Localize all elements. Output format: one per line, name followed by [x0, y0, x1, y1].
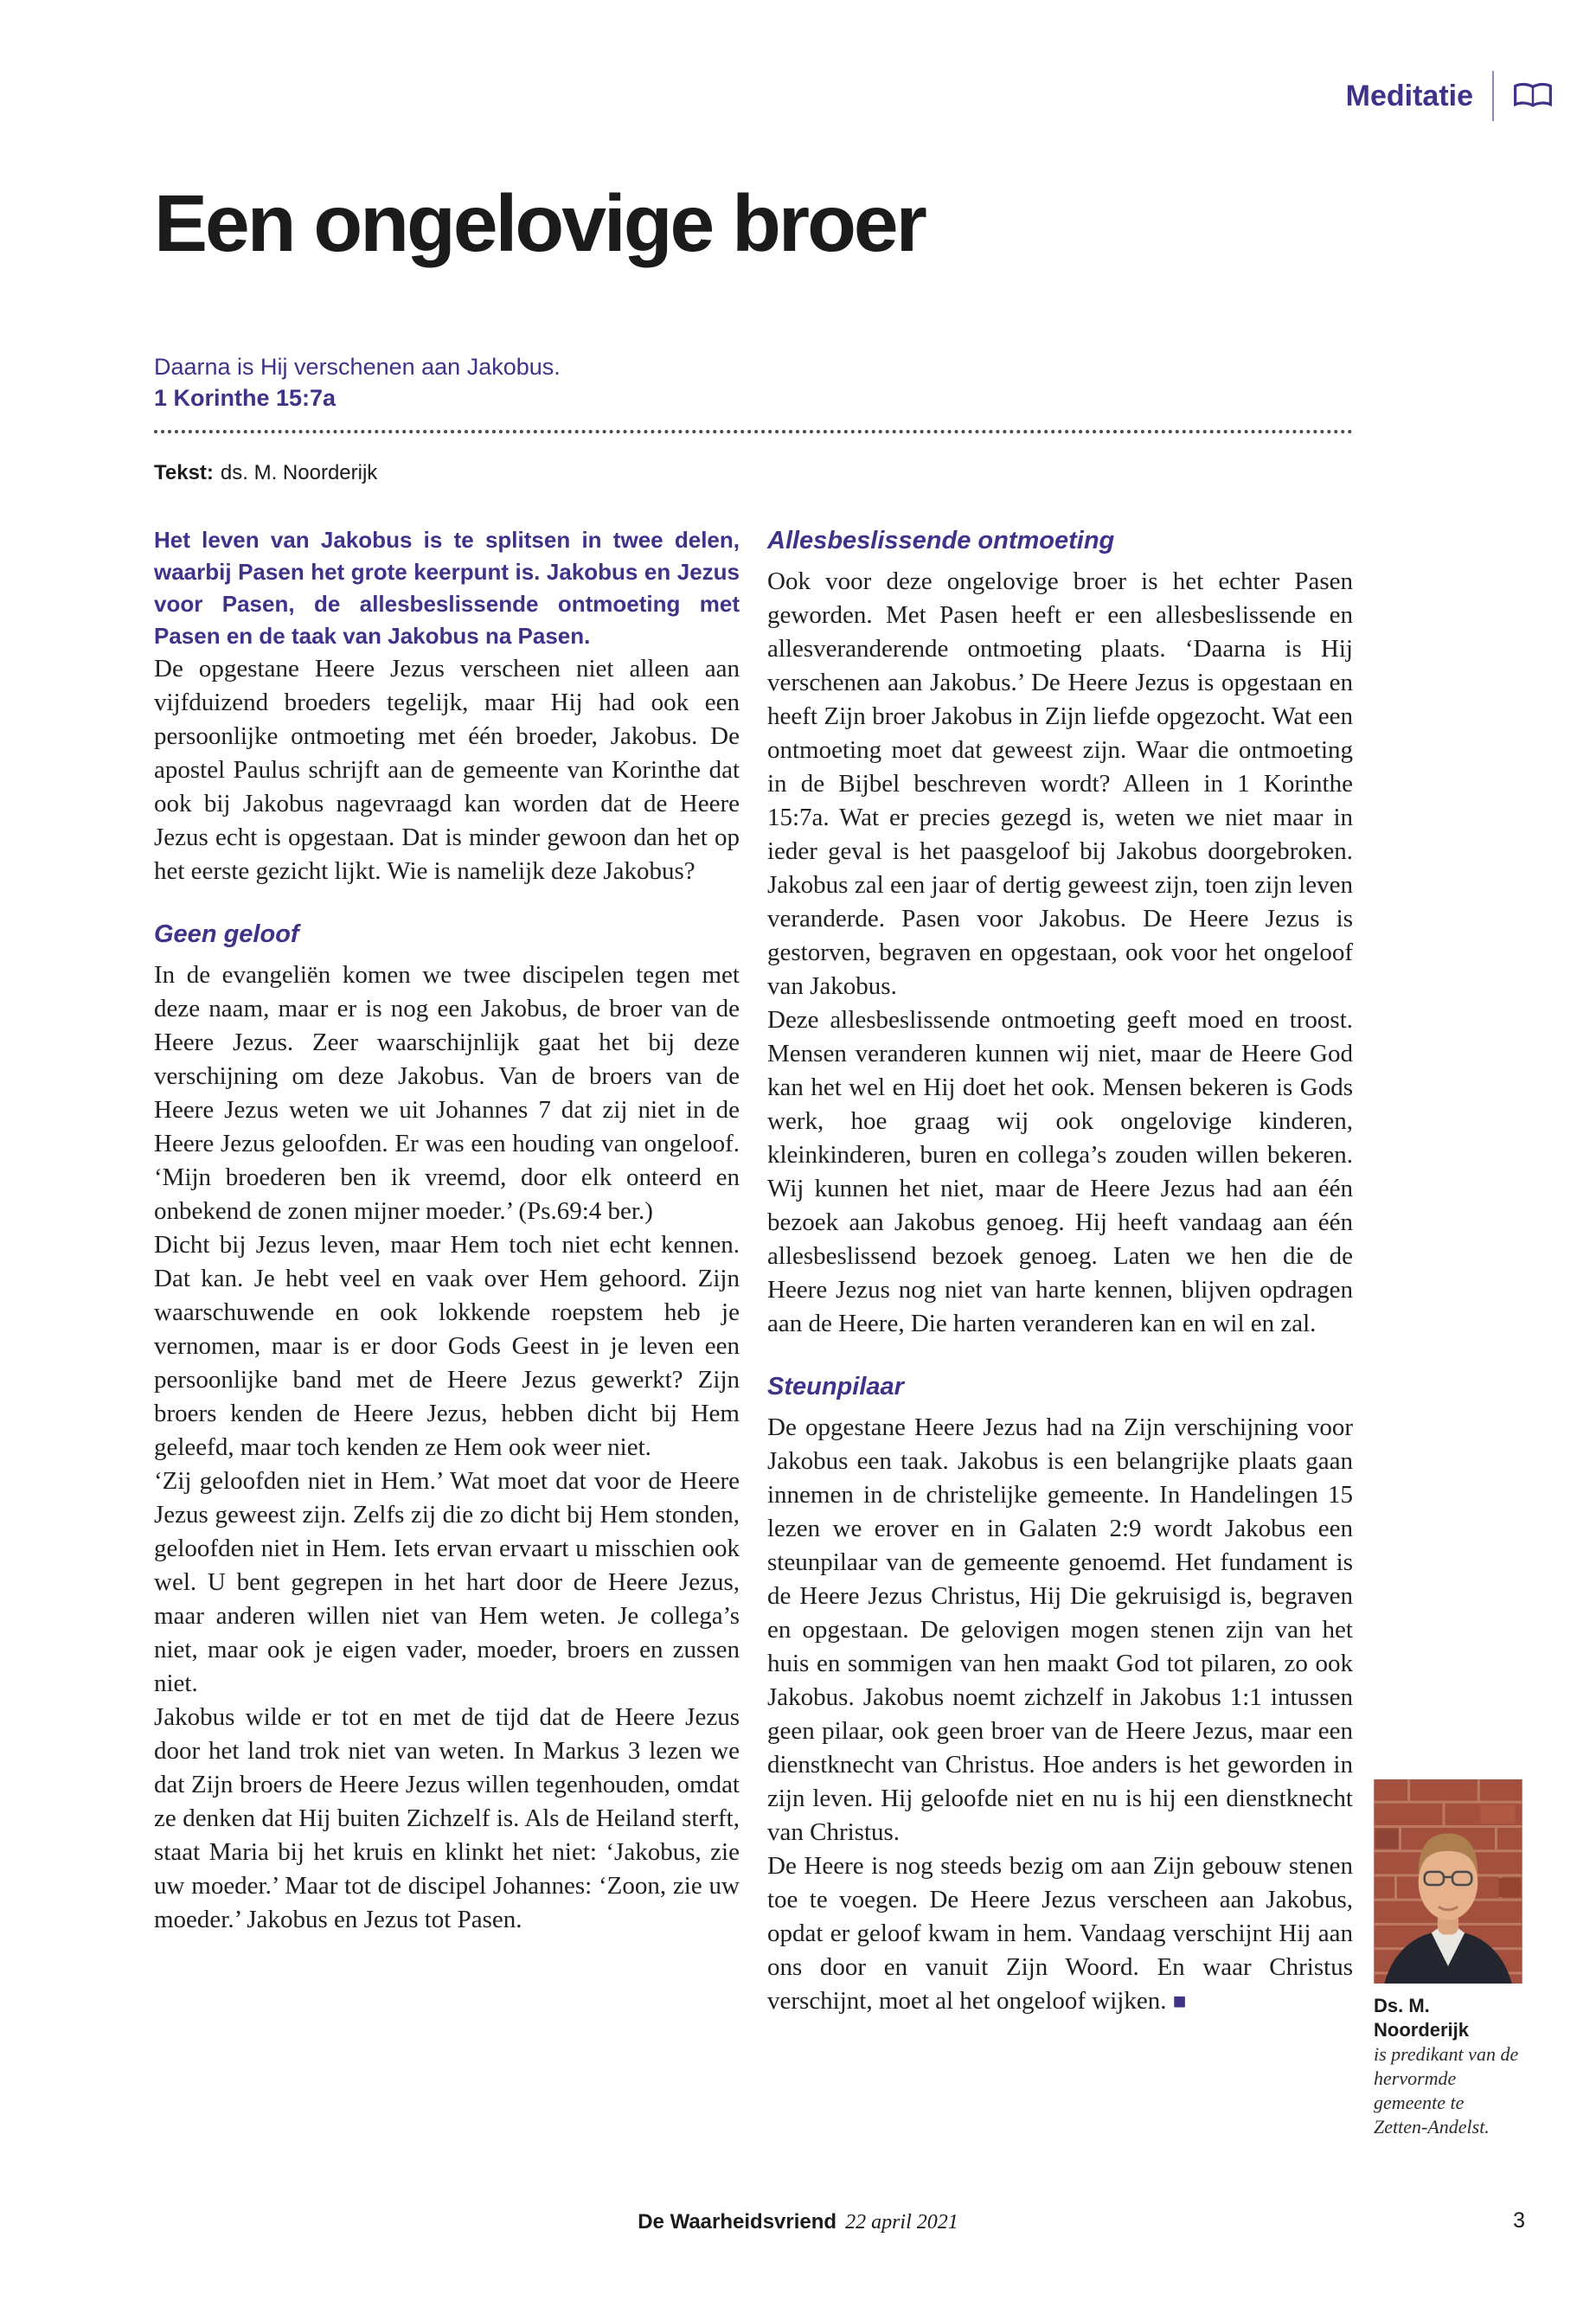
article-title: Een ongelovige broer [154, 178, 925, 268]
paragraph: Deze allesbeslissende ontmoeting geeft moed en troost. Mensen veranderen kunnen wij niet, maar de Heere God kan het wel en Hij doet het ook. Mensen bekeren is Gods werk, hoe graag wij ook ongelovige kinderen, kleinkinderen, buren en collega’s zouden willen bekeren. Wij kunnen het niet, maar de Heere Jezus had aan één bezoek aan Jakobus genoeg. Hij heeft vandaag aan één allesbeslissend bezoek genoeg. Laten we hen die de Heere Jezus nog niet van harte kennen, blijven opdragen aan de Heere, Die harten veranderen kan en wil en zal. [767, 1006, 1353, 1337]
left-column [154, 524, 740, 2018]
page-number: 3 [1513, 2208, 1525, 2233]
right-column [767, 524, 1353, 2018]
byline [154, 461, 377, 485]
article-body [154, 524, 1353, 2018]
end-mark: ■ [1172, 1989, 1187, 2014]
paragraph-text: De Heere is nog steeds bezig om aan Zijn gebouw stenen toe te voegen. De Heere Jezus verscheen aan Jakobus, opdat er geloof kwam in hem. Vandaag verschijnt Hij aan ons door en vanuit Zijn Woord. En waar Christus verschijnt, moet al het ongeloof wijken. [767, 1852, 1353, 2015]
caption-role: is predikant van de hervormde gemeente te Zetten-Andelst. [1374, 2043, 1519, 2138]
portrait-figure [1374, 1779, 1522, 2139]
paragraph: Ook voor deze ongelovige broer is het echter Pasen geworden. Met Pasen heeft er een allesbeslissende en allesveranderende ontmoeting plaats. ‘Daarna is Hij verschenen aan Jakobus.’ De Heere Jezus is opgestaan en heeft Zijn broer Jakobus in Zijn liefde opgezocht. Wat een ontmoeting moet dat geweest zijn. Waar die ontmoeting in de Bijbel beschreven wordt? Alleen in 1 Korinthe 15:7a. Wat er precies gezegd is, weten we niet maar in ieder geval is het paasgeloof bij Jakobus doorgebroken. Jakobus zal een jaar of dertig geweest zijn, toen zijn leven veranderde. Pasen voor Jakobus. De Heere Jezus is gestorven, begraven en opgestaan, ook voor het ongeloof van Jakobus. [767, 567, 1353, 1000]
verse-reference: 1 Korinthe 15:7a [154, 385, 337, 411]
verse-block [154, 351, 561, 413]
subheading-allesbeslissende-ontmoeting: Allesbeslissende ontmoeting [767, 527, 1115, 554]
open-book-icon [1513, 82, 1553, 110]
footer [0, 2210, 1596, 2234]
paragraph: De opgestane Heere Jezus had na Zijn verschijning voor Jakobus een taak. Jakobus is een belangrijke plaats gaan innemen in de christelijke gemeente. In Handelingen 15 lezen we erover en in Galaten 2:9 wordt Jakobus een steunpilaar van de gemeente genoemd. Het fundament is de Heere Jezus Christus, Hij Die gekruisigd is, begraven en opgestaan. De gelovigen mogen stenen zijn van het huis en sommigen van hen maakt God tot pilaren, zo ook Jakobus. Jakobus noemt zichzelf in Jakobus 1:1 intussen geen pilaar, ook geen broer van de Heere Jezus, maar een dienstknecht van Christus. Hoe anders is het geworden in zijn leven. Hij geloofde niet en nu is hij een dienstknecht van Christus. [767, 1413, 1353, 1846]
paragraph [767, 1849, 1353, 2018]
dotted-divider [154, 430, 1353, 433]
paragraph: Jakobus wilde er tot en met de tijd dat de Heere Jezus door het land trok niet van weten. In Markus 3 lezen we dat Zijn broers de Heere Jezus willen tegenhouden, omdat ze denken dat Hij buiten Zichzelf is. Als de Heiland sterft, staat Maria bij het kruis en klinkt het niet: ‘Jakobus, zie uw moeder.’ Maar tot de discipel Johannes: ‘Zoon, zie uw moeder.’ Jakobus en Jezus tot Pasen. [154, 1703, 740, 1933]
subheading-steunpilaar: Steunpilaar [767, 1373, 904, 1400]
byline-author: ds. M. Noorderijk [220, 461, 378, 484]
header-divider [1492, 71, 1494, 121]
subheading-geen-geloof: Geen geloof [154, 920, 299, 948]
magazine-name: De Waarheidsvriend [638, 2210, 837, 2234]
paragraph: In de evangeliën komen we twee discipelen tegen met deze naam, maar er is nog een Jakobus, de broer van de Heere Jezus. Zeer waarschijnlijk gaat het bij deze verschijning om deze Jakobus. Van de broers van de Heere Jezus weten we uit Johannes 7 dat zij niet in de Heere Jezus geloofden. Er was een houding van ongeloof. ‘Mijn broederen ben ik vreemd, door elk onteerd en onbekend de zonen mijner moeder.’ (Ps.69:4 ber.) [154, 961, 740, 1225]
page-header [1346, 71, 1553, 121]
byline-label: Tekst: [154, 461, 214, 484]
portrait-photo [1374, 1779, 1522, 1984]
verse-text: Daarna is Hij verschenen aan Jakobus. [154, 354, 561, 380]
paragraph: De opgestane Heere Jezus verscheen niet alleen aan vijfduizend broeders tegelijk, maar Hij had ook een persoonlijke ontmoeting met één broeder, Jakobus. De apostel Paulus schrijft aan de gemeente van Korinthe dat ook bij Jakobus nagevraagd kan worden dat de Heere Jezus echt is opgestaan. Dat is minder gewoon dan het op het eerste gezicht lijkt. Wie is namelijk deze Jakobus? [154, 655, 740, 885]
issue-date: 22 april 2021 [845, 2211, 958, 2234]
paragraph: ‘Zij geloofden niet in Hem.’ Wat moet dat voor de Heere Jezus geweest zijn. Zelfs zij die zo dicht bij Hem stonden, geloofden niet in Hem. Iets ervan ervaart u misschien ook wel. U bent gegrepen in het hart door de Heere Jezus, maar anderen willen niet van Hem weten. Je collega’s niet, maar ook je eigen vader, moeder, broers en zussen niet. [154, 1467, 740, 1697]
paragraph: Dicht bij Jezus leven, maar Hem toch niet echt kennen. Dat kan. Je hebt veel en vaak over Hem gehoord. Zijn waarschuwende en ook lokkende roepstem heb je vernomen, maar is er door Gods Geest in je leven een persoonlijke band met de Heere Jezus gewerkt? Zijn broers kenden de Heere Jezus, hebben dicht bij Hem geleefd, maar toch kenden ze Hem ook weer niet. [154, 1231, 740, 1461]
section-label: Meditatie [1345, 79, 1473, 112]
photo-caption [1374, 1994, 1522, 2139]
intro-paragraph: Het leven van Jakobus is te splitsen in twee delen, waarbij Pasen het grote keerpunt is. Jakobus en Jezus voor Pasen, de allesbeslissende ontmoeting met Pasen en de taak van Jakobus na Pasen. [154, 527, 740, 649]
caption-name: Ds. M. Noorderijk [1374, 1995, 1470, 2041]
